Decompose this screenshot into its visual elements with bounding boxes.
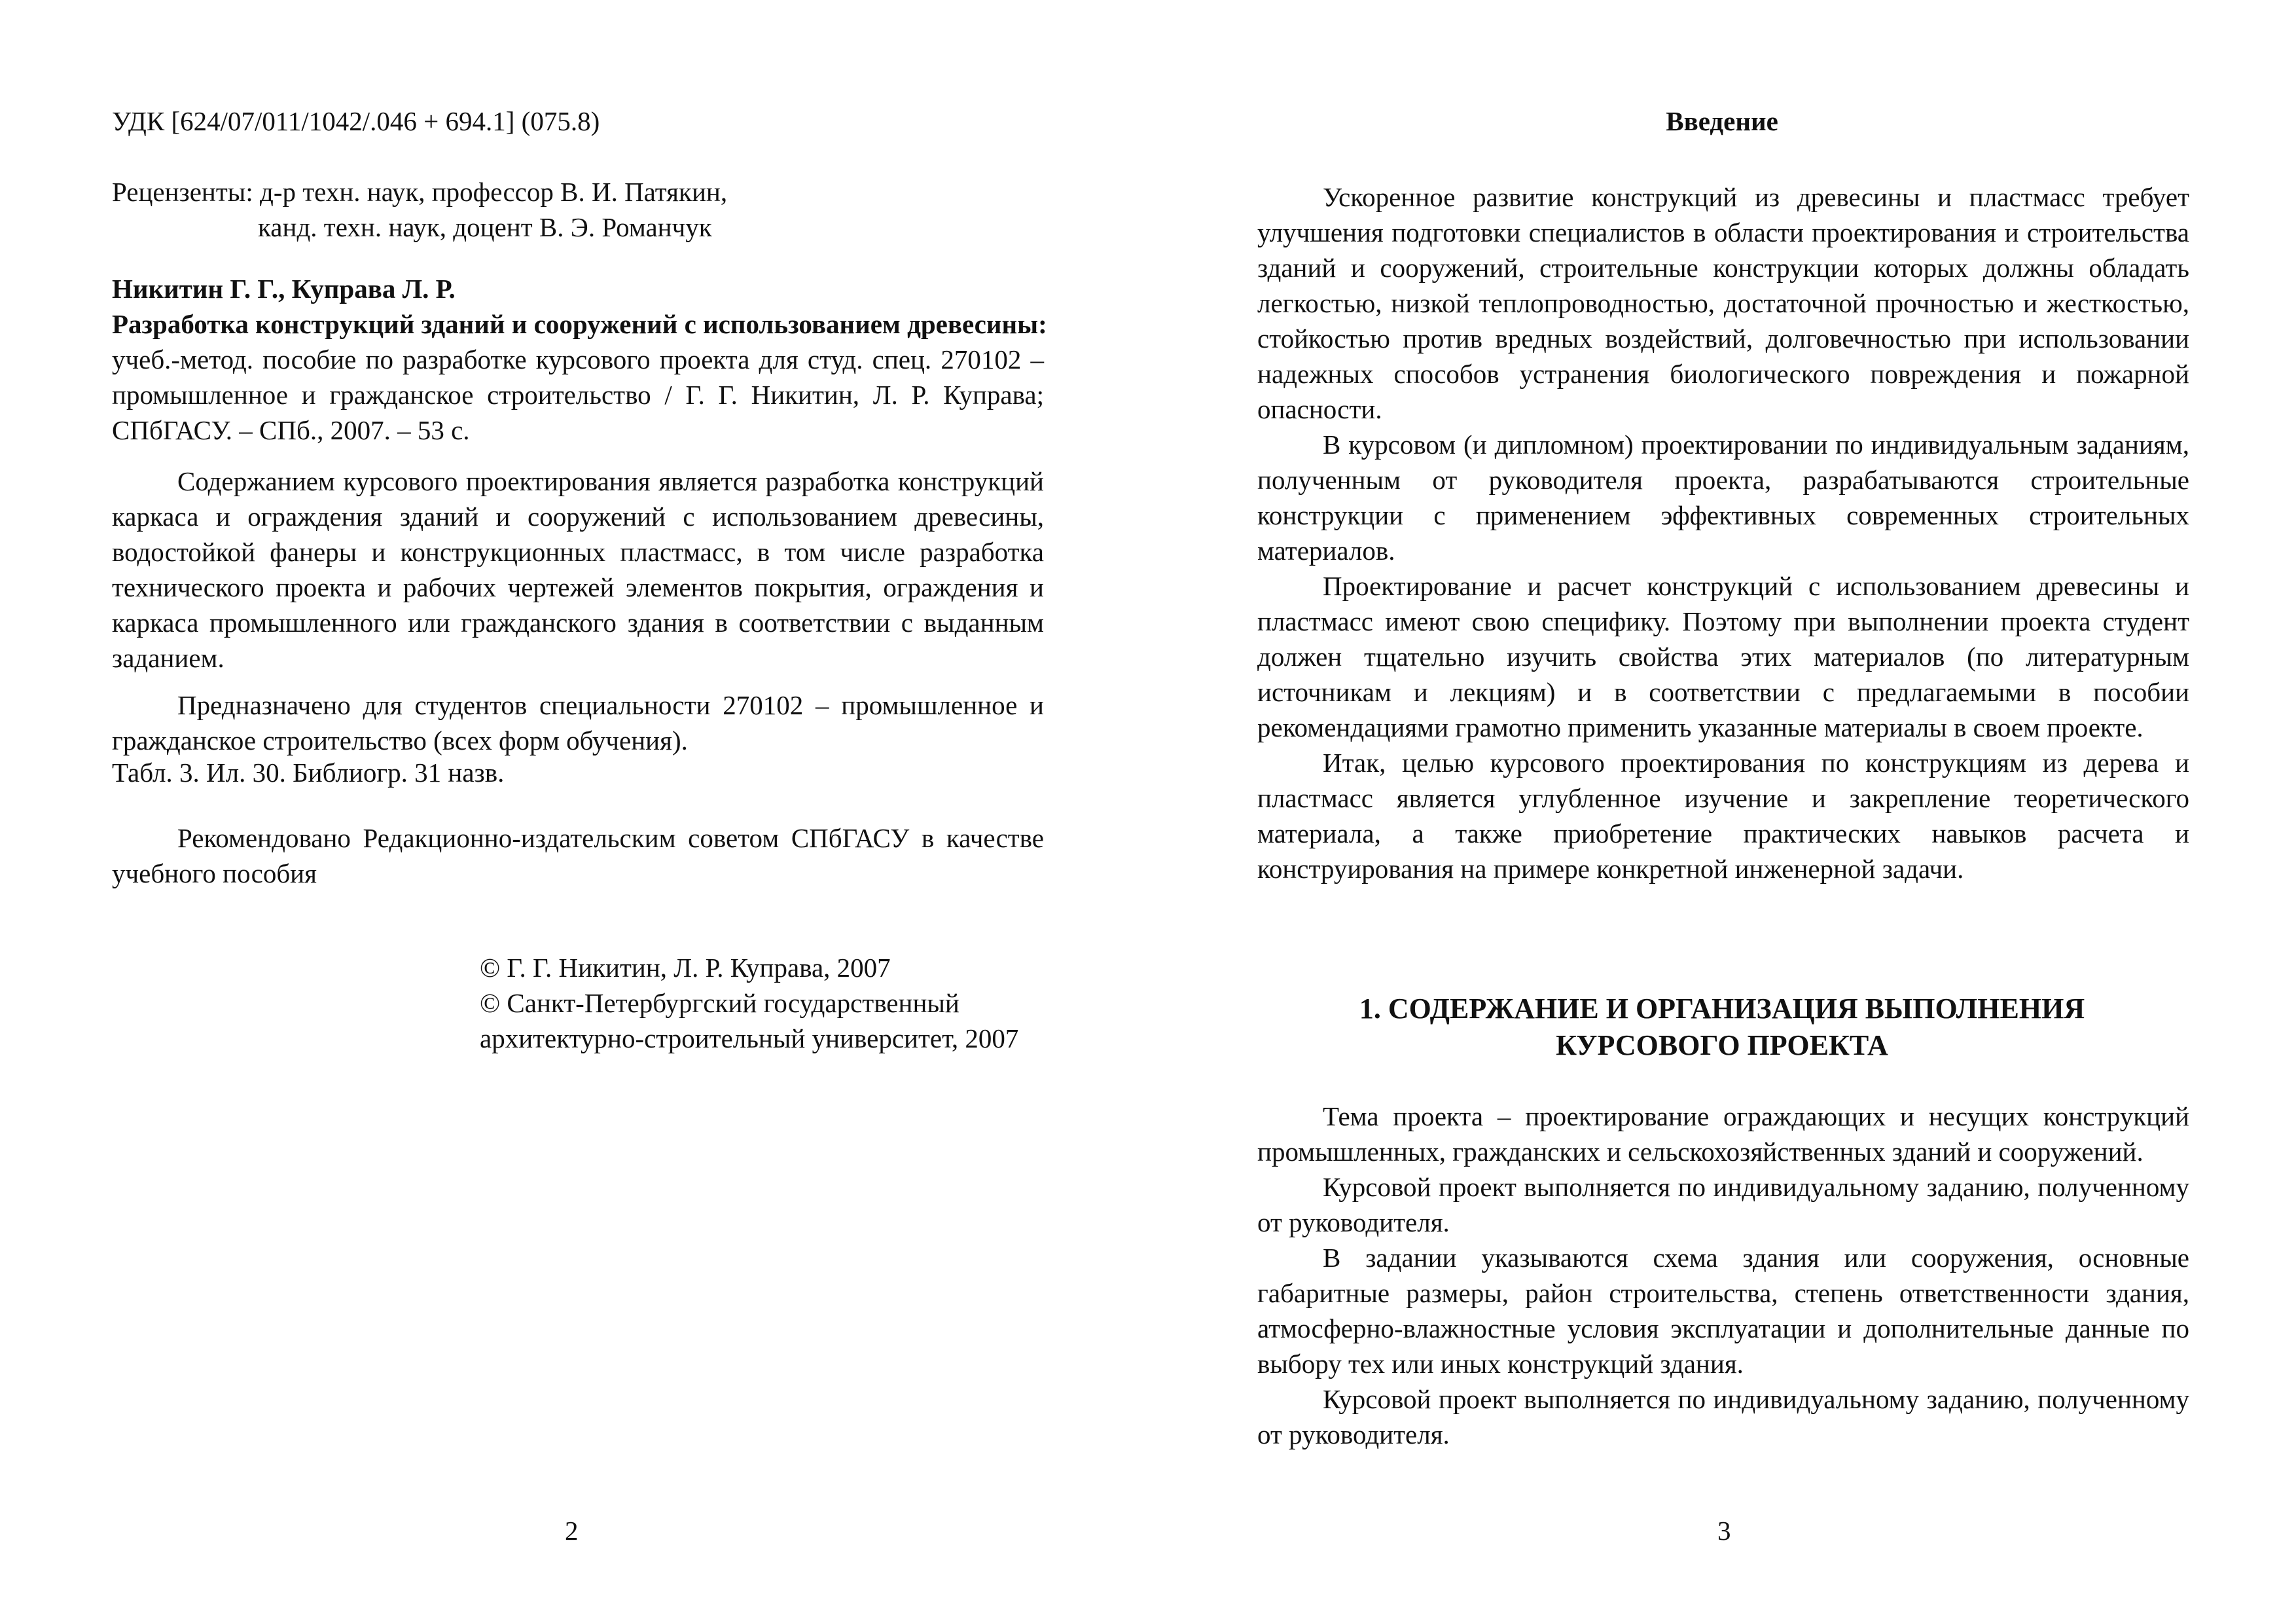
section-heading [1148,991,2296,1064]
intro-paragraph: Проектирование и расчет конструкций с использованием древесины и пластмасс имеют свою специфику. Поэтому при выполнении проекта студент должен тщательно изучить свойства этих материалов (по литературным источникам и лекциям) и в соответствии с предлагаемыми в пособии рекомендациями грамотно применить указанные материалы в своем проекте. [1257,571,2189,742]
section-paragraph: Тема проекта – проектирование ограждающих и несущих конструкций промышленных, гражданских и сельскохозяйственных зданий и сооружений. [1257,1101,2189,1167]
right-page [1148,0,2296,1623]
abstract [112,464,1044,758]
copyright-line: архитектурно-строительный университет, 2007 [480,1023,1019,1053]
section-heading-line: 1. СОДЕРЖАНИЕ И ОРГАНИЗАЦИЯ ВЫПОЛНЕНИЯ [1359,993,2085,1025]
book-description: учеб.-метод. пособие по разработке курсового проекта для студ. спец. 270102 – промышленное и гражданское строительство / Г. Г. Никитин, Л. Р. Куправа; СПбГАСУ. – СПб., 2007. – 53 с. [112,344,1044,445]
reviewers-line-1: Рецензенты: д-р техн. наук, профессор В. И. Патякин, [112,177,728,207]
abstract-paragraph: Содержанием курсового проектирования является разработка конструкций каркаса и ограждения зданий и сооружений с использованием древесины, водостойкой фанеры и конструкционных пластмасс, в том числе разработка технического проекта и рабочих чертежей элементов покрытия, ограждения и каркаса промышленного или гражданского здания в соответствии с выданным заданием. [112,466,1044,673]
section-paragraph: Курсовой проект выполняется по индивидуальному заданию, полученному от руководителя. [1257,1172,2189,1237]
section-heading-line: КУРСОВОГО ПРОЕКТА [1556,1029,1888,1061]
reviewers-line-2: канд. техн. наук, доцент В. Э. Романчук [258,212,712,242]
introduction-heading: Введение [1666,106,1778,136]
abstract-paragraph: Предназначено для студентов специальности 270102 – промышленное и гражданское строительство (всех форм обучения). [112,690,1044,756]
copyright-block [480,950,1018,1056]
reviewers [112,174,1041,245]
intro-paragraph: Ускоренное развитие конструкций из древесины и пластмасс требует улучшения подготовки специалистов в области проектирования и строительства зданий и сооружений, строительные конструкции которых должны обладать легкостью, низкой теплопроводностью, достаточной прочностью и жесткостью, стойкостью против вредных воздействий, долговечностью при использовании надежных способов устранения биологического повреждения и пожарной опасности. [1257,182,2189,424]
tables-illustrations-info: Табл. 3. Ил. 30. Библиогр. 31 назв. [112,757,505,788]
bibliographic-record [112,271,1047,448]
section-paragraph: Курсовой проект выполняется по индивидуальному заданию, полученному от руководителя. [1257,1384,2189,1450]
recommendation-note: Рекомендовано Редакционно-издательским советом СПбГАСУ в качестве учебного пособия [112,823,1044,888]
page-number: 3 [1717,1516,1731,1546]
copyright-line: © Г. Г. Никитин, Л. Р. Куправа, 2007 [480,953,891,983]
section-paragraph: В задании указываются схема здания или сооружения, основные габаритные размеры, район строительства, степень ответственности здания, атмосферно-влажностные условия эксплуатации и дополнительные данные по выбору тех или иных конструкций здания. [1257,1243,2189,1379]
book-authors: Никитин Г. Г., Куправа Л. Р. [112,274,456,304]
book-title: Разработка конструкций зданий и сооружений с использованием древесины: [112,309,1047,339]
section-body [1257,1099,2189,1452]
intro-paragraph: Итак, целью курсового проектирования по конструкциям из дерева и пластмасс является углубленное изучение и закрепление теоретического материала, а также приобретение практических навыков расчета и конструирования на примере конкретной инженерной задачи. [1257,748,2189,884]
page-number: 2 [565,1516,579,1546]
copyright-line: © Санкт-Петербургский государственный [480,988,960,1018]
udk-classification: УДК [624/07/011/1042/.046 + 694.1] (075.8) [112,106,600,136]
introduction-body [1257,179,2189,886]
intro-paragraph: В курсовом (и дипломном) проектировании по индивидуальным заданиям, полученным от руководителя проекта, разрабатываются строительные конструкции с применением эффективных современных строительных материалов. [1257,429,2189,566]
